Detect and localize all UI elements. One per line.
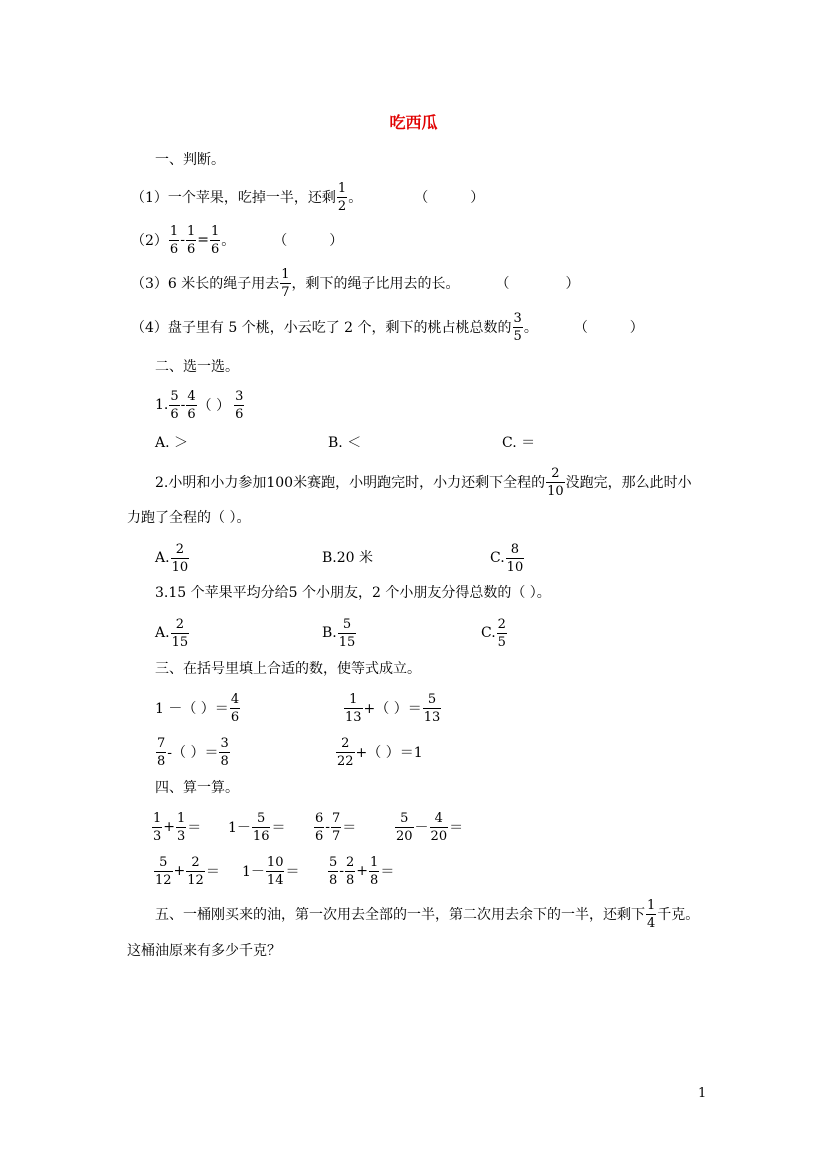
fraction: $\frac{2}{12}$: [187, 854, 204, 888]
page-title: 吃西瓜: [389, 113, 438, 132]
fraction: $\frac{7}{8}$: [157, 735, 166, 769]
section-3-heading: 三、在括号里填上合适的数，使等式成立。: [155, 661, 421, 677]
s4-calc-7: $\frac{5}{8}$ - $\frac{2}{8}$ + $\frac{1}{8}$ ＝: [329, 854, 395, 888]
s4-calc-5: $\frac{5}{12}$ + $\frac{2}{12}$ ＝: [155, 854, 220, 888]
s4-calc-3: $\frac{6}{6}$ - $\frac{7}{7}$ ＝: [315, 810, 357, 844]
answer-paren[interactable]: （ ）: [573, 320, 644, 336]
fraction: $\frac{1}{6}$: [169, 223, 179, 257]
s2-question-1: 1. $\frac{5}{6}$ - $\frac{4}{6}$ （ ） $\frac{3}{6}$: [155, 388, 244, 422]
answer-paren[interactable]: （ ）: [414, 190, 485, 206]
answer-paren[interactable]: （ ）: [495, 276, 580, 292]
fraction: $\frac{5}{16}$: [252, 810, 270, 844]
s2-q2-option-c[interactable]: C. $\frac{8}{10}$: [490, 541, 524, 575]
fraction: $\frac{1}{4}$: [647, 897, 656, 931]
s2-question-3: 3.15 个苹果平均分给5 个小朋友，2 个小朋友分得总数的（ ）。: [155, 585, 551, 601]
fraction: $\frac{1}{2}$: [337, 180, 347, 214]
s2-q1-option-c[interactable]: C. ＝: [502, 435, 536, 451]
s4-calc-1: $\frac{1}{3}$ + $\frac{1}{3}$ ＝: [153, 810, 202, 844]
fraction: $\frac{5}{15}$: [338, 616, 356, 650]
fraction: $\frac{2}{10}$: [547, 465, 564, 499]
s2-q3-option-b[interactable]: B. $\frac{5}{15}$: [322, 616, 356, 650]
fraction: $\frac{5}{8}$: [329, 854, 338, 888]
fraction: $\frac{5}{6}$: [170, 388, 179, 422]
fraction: $\frac{3}{6}$: [235, 388, 244, 422]
page-number: 1: [698, 1086, 707, 1101]
s4-calc-6: 1－ $\frac{10}{14}$ ＝: [242, 854, 300, 888]
s2-question-2: 2.小明和小力参加100米赛跑，小明跑完时，小力还剩下全程的 $\frac{2}{10}$ 没跑完，那么此时小: [155, 465, 692, 499]
fraction: $\frac{2}{10}$: [171, 541, 189, 575]
fraction: $\frac{2}{8}$: [346, 854, 355, 888]
s3-equation-1: 1 －（ ）＝ $\frac{4}{6}$: [155, 691, 240, 725]
s2-q3-option-a[interactable]: A. $\frac{2}{15}$: [155, 616, 189, 650]
fraction: $\frac{4}{6}$: [187, 388, 196, 422]
section-5-problem: 五、一桶刚买来的油，第一次用去全部的一半，第二次用去余下的一半，还剩下 $\frac{1}{4}$ 千克。: [155, 897, 700, 931]
s2-q3-option-c[interactable]: C. $\frac{2}{5}$: [481, 616, 506, 650]
fraction: $\frac{1}{6}$: [210, 223, 220, 257]
fraction: $\frac{6}{6}$: [315, 810, 324, 844]
fraction: $\frac{1}{7}$: [281, 266, 290, 300]
fraction: $\frac{10}{14}$: [266, 854, 284, 888]
s2-q1-option-b[interactable]: B. ＜: [328, 435, 362, 451]
s3-equation-3: $\frac{7}{8}$ -（ ）＝ $\frac{3}{8}$: [157, 735, 229, 769]
s2-q2-line2: 力跑了全程的（ ）。: [127, 510, 251, 526]
s3-equation-2: $\frac{1}{13}$ +（ ）＝ $\frac{5}{13}$: [345, 691, 441, 725]
section-4-heading: 四、算一算。: [155, 780, 239, 796]
s1-question-2: （2） $\frac{1}{6}$ - $\frac{1}{6}$ = $\frac{1}{6}$ 。 （ ）: [131, 223, 344, 257]
fraction: $\frac{1}{6}$: [186, 223, 196, 257]
s4-calc-2: 1－ $\frac{5}{16}$ ＝: [228, 810, 286, 844]
s1-question-1: （1）一个苹果，吃掉一半，还剩 $\frac{1}{2}$ 。 （ ）: [131, 180, 485, 214]
s1-question-4: （4）盘子里有 5 个桃，小云吃了 2 个，剩下的桃占桃总数的 $\frac{3}{5}$ 。 （ ）: [131, 310, 644, 344]
fraction: $\frac{8}{10}$: [506, 541, 524, 575]
fraction: $\frac{3}{5}$: [513, 310, 522, 344]
section-5-question: 这桶油原来有多少千克？: [127, 943, 281, 959]
s4-calc-4: $\frac{5}{20}$ － $\frac{4}{20}$ ＝: [396, 810, 464, 844]
fraction: $\frac{2}{22}$: [337, 735, 354, 769]
fraction: $\frac{1}{3}$: [153, 810, 162, 844]
fraction: $\frac{3}{8}$: [220, 735, 229, 769]
fraction: $\frac{7}{7}$: [332, 810, 341, 844]
fraction: $\frac{5}{12}$: [155, 854, 172, 888]
fraction: $\frac{5}{13}$: [423, 691, 441, 725]
s3-equation-4: $\frac{2}{22}$ +（ ）＝1: [337, 735, 423, 769]
section-2-heading: 二、选一选。: [155, 359, 239, 375]
s2-q1-option-a[interactable]: A. ＞: [155, 435, 189, 451]
fraction: $\frac{1}{8}$: [370, 854, 379, 888]
s2-q2-option-a[interactable]: A. $\frac{2}{10}$: [155, 541, 189, 575]
section-1-heading: 一、判断。: [155, 152, 225, 168]
fraction: $\frac{2}{5}$: [497, 616, 506, 650]
s1-question-3: （3）6 米长的绳子用去 $\frac{1}{7}$ ，剩下的绳子比用去的长。 （ ）: [131, 266, 580, 300]
fraction: $\frac{2}{15}$: [171, 616, 189, 650]
fraction: $\frac{4}{6}$: [230, 691, 240, 725]
fraction: $\frac{1}{13}$: [345, 691, 362, 725]
s1-q1-text: （1）一个苹果，吃掉一半，还剩: [131, 190, 336, 206]
s2-q2-option-b[interactable]: B.20 米: [322, 550, 374, 566]
fraction: $\frac{5}{20}$: [396, 810, 413, 844]
answer-paren[interactable]: （ ）: [273, 233, 344, 249]
fraction: $\frac{1}{3}$: [177, 810, 186, 844]
fraction: $\frac{4}{20}$: [430, 810, 448, 844]
